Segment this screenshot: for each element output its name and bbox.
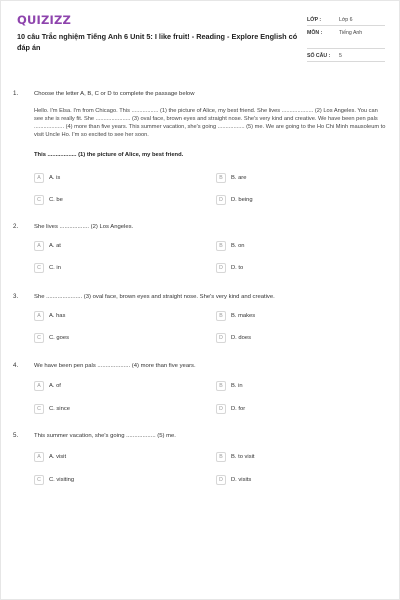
meta-row-class [307,13,385,26]
option-letter-badge: A [34,452,44,462]
option-text: B. in [231,382,243,389]
meta-label: MÔN : [307,30,323,36]
option-text: A. of [49,382,61,389]
option-text: C. be [49,196,63,203]
option-letter-badge: A [34,381,44,391]
meta-value: Tiếng Anh [339,30,363,36]
option-text: C. goes [49,334,69,341]
option-text: D. being [231,196,253,203]
question-number: 2. [13,223,19,230]
meta-value: Lớp 6 [339,17,353,23]
option-text: A. is [49,174,61,181]
question-text: She lives .................. (2) Los Angeles. [34,224,134,230]
option-text: A. has [49,312,66,319]
option-letter-badge: D [216,195,226,205]
reading-passage: Hello. I'm Elsa. I'm from Chicago. This ................. (1) the picture of Alice, my best friend. She lives .................... (2) Los Angeles. You can see she is really fit. She ...................... (3) oval face, brown eyes and straight nose. She's very kind and creative. We have been pen pals ................... (4) more than five years. This summer vacation, she's going ................. (5) me. We are going to the Ho Chi Minh mausoleum to visit Uncle Ho. I'm so excited to see her soon. [34,108,386,139]
question-number: 5. [13,432,19,439]
option-text: D. to [231,264,244,271]
question-number: 4. [13,362,19,369]
option-letter-badge: D [216,404,226,414]
option-text: C. since [49,405,70,412]
meta-label: LỚP : [307,17,322,23]
option-text: C. visiting [49,476,75,483]
option-letter-badge: B [216,241,226,251]
option-letter-badge: D [216,475,226,485]
option-text: A. at [49,242,61,249]
option-letter-badge: A [34,311,44,321]
meta-label: SỐ CÂU : [307,53,331,59]
option-text: D. for [231,405,246,412]
option-letter-badge: B [216,173,226,183]
question-text: We have been pen pals .................... (4) more than five years. [34,363,196,369]
question-text: She ...................... (3) oval face, brown eyes and straight nose. She's very kind and creative. [34,294,275,300]
option-text: C. in [49,264,61,271]
option-letter-badge: C [34,333,44,343]
option-letter-badge: C [34,263,44,273]
option-text: B. on [231,242,245,249]
option-letter-badge: B [216,452,226,462]
passage-prompt: This .................. (1) the picture of Alice, my best friend. [34,152,184,158]
option-letter-badge: A [34,241,44,251]
option-text: B. are [231,174,247,181]
option-letter-badge: D [216,263,226,273]
option-text: D. visits [231,476,252,483]
meta-value: 5 [339,53,342,59]
option-letter-badge: C [34,195,44,205]
option-letter-badge: B [216,311,226,321]
option-letter-badge: D [216,333,226,343]
worksheet-title: 10 câu Trắc nghiệm Tiếng Anh 6 Unit 5: I like fruit! - Reading - Explore English có đáp án [17,32,298,52]
option-letter-badge: C [34,475,44,485]
option-text: A. visit [49,453,67,460]
worksheet-meta [307,13,385,62]
option-text: D. does [231,334,251,341]
question-number: 3. [13,293,19,300]
meta-row-question-count [307,49,385,62]
question-text: This summer vacation, she's going .................. (5) me. [34,433,176,439]
option-letter-badge: B [216,381,226,391]
option-text: B. makes [231,312,256,319]
quizizz-logo: QUIZIZZ [17,13,72,27]
option-letter-badge: A [34,173,44,183]
meta-row-subject [307,26,385,49]
option-text: B. to visit [231,453,255,460]
question-number: 1. [13,90,19,97]
option-letter-badge: C [34,404,44,414]
question-text: Choose the letter A, B, C or D to complete the passage below [34,91,195,97]
